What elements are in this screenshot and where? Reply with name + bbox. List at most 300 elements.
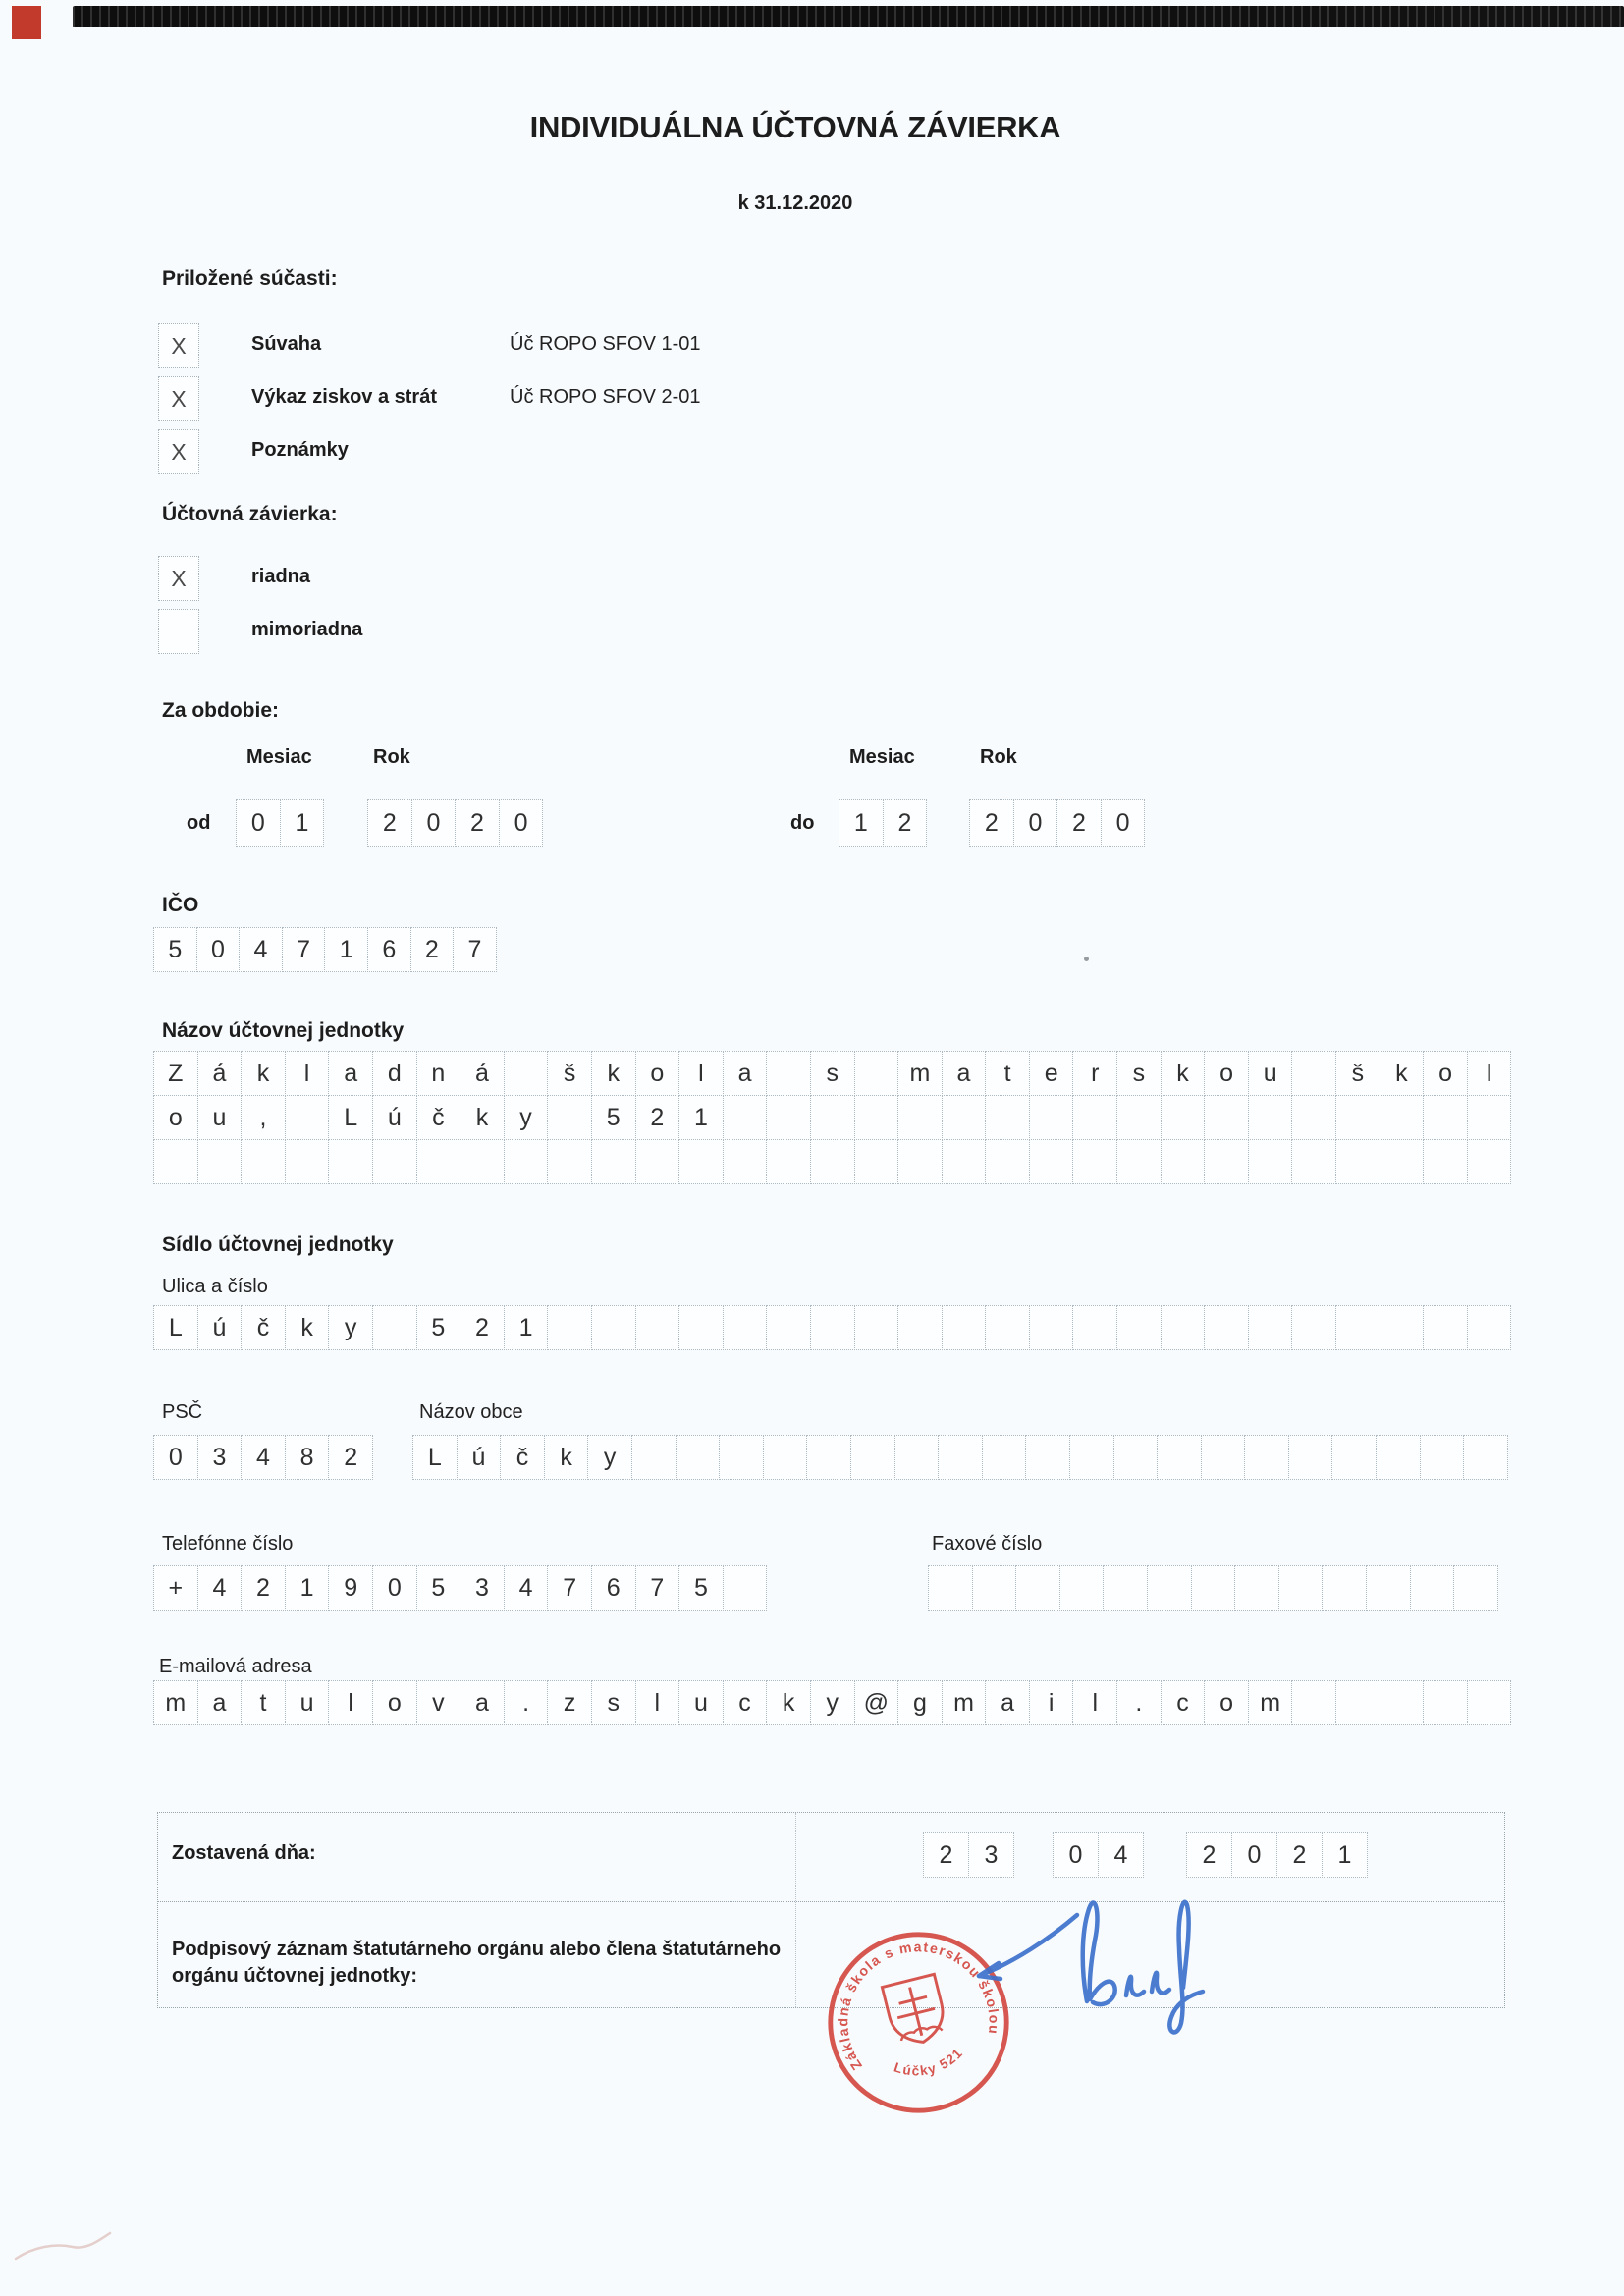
grid-cell: 7 [635, 1565, 680, 1611]
attachment-label-vykaz: Výkaz ziskov a strát [251, 386, 437, 408]
grid-cell: 0 [372, 1565, 417, 1611]
grid-cell [547, 1139, 592, 1184]
grid-cell [1291, 1051, 1336, 1096]
grid-cell: u [678, 1680, 724, 1725]
grid-cell: 2 [1186, 1832, 1232, 1878]
grid-cell [678, 1139, 724, 1184]
entity-name-grid-row3 [153, 1139, 1511, 1184]
grid-cell [938, 1435, 983, 1480]
city-label: Názov obce [419, 1401, 523, 1423]
grid-cell [1248, 1095, 1293, 1140]
period-to-year-grid [969, 799, 1145, 847]
grid-cell: k [241, 1051, 286, 1096]
ico-grid [153, 927, 497, 972]
grid-cell: 4 [1098, 1832, 1144, 1878]
grid-cell: 3 [968, 1832, 1014, 1878]
grid-cell [942, 1305, 987, 1350]
grid-cell: L [153, 1305, 198, 1350]
grid-cell [1204, 1139, 1249, 1184]
grid-cell [1116, 1305, 1162, 1350]
period-from-label: od [187, 812, 211, 834]
grid-cell [723, 1139, 768, 1184]
checkbox-suvaha [158, 323, 199, 368]
grid-cell: l [635, 1680, 680, 1725]
grid-cell [1410, 1565, 1455, 1611]
grid-cell [982, 1435, 1027, 1480]
grid-cell [1116, 1095, 1162, 1140]
grid-cell [1423, 1095, 1468, 1140]
grid-cell: + [153, 1565, 198, 1611]
grid-cell: e [1029, 1051, 1074, 1096]
period-from-year-grid [367, 799, 543, 847]
scan-speck-dot [1084, 957, 1089, 961]
grid-cell: 4 [504, 1565, 549, 1611]
grid-cell: g [897, 1680, 943, 1725]
grid-cell [806, 1435, 851, 1480]
grid-cell [1103, 1565, 1148, 1611]
grid-cell [678, 1305, 724, 1350]
grid-cell [942, 1095, 987, 1140]
stamp-ring-text: Základná škola s materskou školou [835, 1939, 1002, 2074]
grid-cell: , [241, 1095, 286, 1140]
grid-cell: 0 [499, 799, 544, 847]
grid-cell [1015, 1565, 1060, 1611]
grid-cell: m [942, 1680, 987, 1725]
grid-cell [1291, 1680, 1336, 1725]
grid-cell [854, 1139, 899, 1184]
grid-cell: u [285, 1680, 330, 1725]
grid-cell [1380, 1305, 1425, 1350]
period-month-label-to: Mesiac [849, 746, 915, 768]
grid-cell: 1 [839, 799, 884, 847]
grid-cell: 2 [969, 799, 1014, 847]
grid-cell [854, 1051, 899, 1096]
grid-cell [1467, 1139, 1512, 1184]
checkbox-mimoriadna [158, 609, 199, 654]
checkbox-riadna [158, 556, 199, 601]
grid-cell [1380, 1139, 1425, 1184]
grid-cell [416, 1139, 461, 1184]
grid-cell: 0 [1053, 1832, 1099, 1878]
grid-cell [897, 1139, 943, 1184]
grid-cell [1161, 1139, 1206, 1184]
grid-cell [1423, 1139, 1468, 1184]
grid-cell [372, 1139, 417, 1184]
grid-cell [1113, 1435, 1159, 1480]
grid-cell: 1 [280, 799, 325, 847]
grid-cell: y [587, 1435, 632, 1480]
period-from-month-grid [236, 799, 324, 847]
grid-cell: 5 [153, 927, 197, 972]
grid-cell [1072, 1139, 1117, 1184]
grid-cell [1423, 1305, 1468, 1350]
grid-cell: 2 [460, 1305, 505, 1350]
scan-artifact-red-mark [12, 6, 41, 39]
grid-cell [1291, 1095, 1336, 1140]
grid-cell: 5 [416, 1565, 461, 1611]
grid-cell [1322, 1565, 1367, 1611]
grid-cell: k [1380, 1051, 1425, 1096]
grid-cell: 5 [591, 1095, 636, 1140]
checkbox-mark: X [171, 332, 187, 358]
grid-cell [635, 1139, 680, 1184]
grid-cell: c [723, 1680, 768, 1725]
grid-cell: 7 [282, 927, 326, 972]
grid-cell [1161, 1305, 1206, 1350]
grid-cell [591, 1139, 636, 1184]
grid-cell [1380, 1680, 1425, 1725]
grid-cell [1376, 1435, 1421, 1480]
grid-cell [766, 1305, 811, 1350]
grid-cell: 4 [197, 1565, 243, 1611]
compiled-year-grid [1186, 1832, 1368, 1878]
grid-cell: v [416, 1680, 461, 1725]
grid-cell: š [1335, 1051, 1380, 1096]
grid-cell: č [416, 1095, 461, 1140]
grid-cell [1201, 1435, 1246, 1480]
entity-name-label: Názov účtovnej jednotky [162, 1019, 405, 1042]
grid-cell [1248, 1139, 1293, 1184]
attachment-form-code-2: Úč ROPO SFOV 2-01 [510, 386, 701, 408]
grid-cell [1467, 1095, 1512, 1140]
grid-cell: 4 [239, 927, 283, 972]
grid-cell: L [328, 1095, 373, 1140]
grid-cell [1335, 1305, 1380, 1350]
grid-cell: 2 [455, 799, 500, 847]
grid-cell [810, 1305, 855, 1350]
grid-cell [1366, 1565, 1411, 1611]
grid-cell: k [285, 1305, 330, 1350]
phone-grid [153, 1565, 767, 1611]
grid-cell [1291, 1139, 1336, 1184]
grid-cell: 2 [635, 1095, 680, 1140]
stamp-hills [899, 2023, 942, 2041]
grid-cell [766, 1051, 811, 1096]
grid-cell: o [153, 1095, 198, 1140]
grid-cell [1244, 1435, 1289, 1480]
grid-cell: 1 [504, 1305, 549, 1350]
checkbox-vykaz [158, 376, 199, 421]
grid-cell [1147, 1565, 1192, 1611]
grid-cell [591, 1305, 636, 1350]
grid-cell [197, 1139, 243, 1184]
pencil-mark [12, 2212, 159, 2280]
grid-cell: y [504, 1095, 549, 1140]
grid-cell: i [1029, 1680, 1074, 1725]
grid-cell: 0 [196, 927, 241, 972]
grid-cell [894, 1435, 940, 1480]
grid-cell [1029, 1139, 1074, 1184]
grid-cell: ú [197, 1305, 243, 1350]
grid-cell [1453, 1565, 1498, 1611]
grid-cell: m [153, 1680, 198, 1725]
email-label: E-mailová adresa [159, 1656, 312, 1677]
period-month-label-from: Mesiac [246, 746, 312, 768]
grid-cell: s [591, 1680, 636, 1725]
grid-cell: o [1423, 1051, 1468, 1096]
grid-cell: u [197, 1095, 243, 1140]
grid-cell: á [197, 1051, 243, 1096]
grid-cell [547, 1095, 592, 1140]
grid-cell: 6 [591, 1565, 636, 1611]
grid-cell: 8 [285, 1435, 330, 1480]
grid-cell: m [1248, 1680, 1293, 1725]
grid-cell [676, 1435, 721, 1480]
grid-cell [1467, 1680, 1512, 1725]
grid-cell [1116, 1139, 1162, 1184]
grid-cell: 0 [1231, 1832, 1277, 1878]
attachments-heading: Priložené súčasti: [162, 267, 338, 290]
grid-cell [766, 1095, 811, 1140]
attachment-form-code-1: Úč ROPO SFOV 1-01 [510, 333, 701, 355]
grid-cell [972, 1565, 1017, 1611]
fax-grid [928, 1565, 1498, 1611]
grid-cell [854, 1095, 899, 1140]
grid-cell [985, 1139, 1030, 1184]
svg-text:Lúčky 521 [890, 2044, 969, 2086]
grid-cell: 2 [410, 927, 455, 972]
grid-cell: 2 [883, 799, 928, 847]
grid-cell: . [1116, 1680, 1162, 1725]
city-grid [412, 1435, 1508, 1480]
grid-cell [460, 1139, 505, 1184]
ico-label: IČO [162, 894, 199, 916]
grid-cell: l [1072, 1680, 1117, 1725]
grid-cell: 2 [241, 1565, 286, 1611]
period-to-label: do [790, 812, 815, 834]
grid-cell [1335, 1680, 1380, 1725]
grid-cell: u [1248, 1051, 1293, 1096]
grid-cell [504, 1139, 549, 1184]
grid-cell: č [500, 1435, 545, 1480]
grid-cell [723, 1305, 768, 1350]
entity-name-grid-row2 [153, 1095, 1511, 1140]
grid-cell [1291, 1305, 1336, 1350]
email-grid [153, 1680, 1511, 1725]
period-year-label-from: Rok [373, 746, 410, 768]
grid-cell: a [723, 1051, 768, 1096]
period-to-month-grid [839, 799, 927, 847]
grid-cell [942, 1139, 987, 1184]
grid-cell: 1 [678, 1095, 724, 1140]
grid-cell [1463, 1435, 1508, 1480]
grid-cell: 4 [241, 1435, 286, 1480]
grid-cell [504, 1051, 549, 1096]
grid-cell: m [897, 1051, 943, 1096]
grid-cell [1204, 1095, 1249, 1140]
grid-cell: 3 [197, 1435, 243, 1480]
grid-cell: c [1161, 1680, 1206, 1725]
grid-cell: l [328, 1680, 373, 1725]
grid-cell [547, 1305, 592, 1350]
grid-cell [1204, 1305, 1249, 1350]
grid-cell: á [460, 1051, 505, 1096]
compiled-month-grid [1053, 1832, 1144, 1878]
signature-label: Podpisový záznam štatutárneho orgánu alebo člena štatutárneho orgánu účtovnej jednotky: [172, 1939, 782, 1987]
grid-cell: d [372, 1051, 417, 1096]
grid-cell: a [942, 1051, 987, 1096]
grid-cell [1157, 1435, 1202, 1480]
grid-cell: 3 [460, 1565, 505, 1611]
footer-table-row-divider [158, 1901, 1504, 1902]
grid-cell: @ [854, 1680, 899, 1725]
phone-label: Telefónne číslo [162, 1533, 294, 1555]
grid-cell: 7 [547, 1565, 592, 1611]
grid-cell [153, 1139, 198, 1184]
grid-cell [631, 1435, 677, 1480]
grid-cell: k [766, 1680, 811, 1725]
grid-cell [1072, 1095, 1117, 1140]
grid-cell: s [1116, 1051, 1162, 1096]
grid-cell: y [328, 1305, 373, 1350]
grid-cell: l [1467, 1051, 1512, 1096]
grid-cell [1248, 1305, 1293, 1350]
grid-cell [985, 1095, 1030, 1140]
attachment-label-suvaha: Súvaha [251, 333, 322, 355]
grid-cell [1029, 1095, 1074, 1140]
grid-cell: 2 [328, 1435, 373, 1480]
grid-cell: 5 [678, 1565, 724, 1611]
compiled-date-label: Zostavená dňa: [172, 1842, 316, 1864]
grid-cell [328, 1139, 373, 1184]
checkbox-poznamky [158, 429, 199, 474]
grid-cell [1029, 1305, 1074, 1350]
checkbox-mark: X [171, 385, 187, 411]
grid-cell [723, 1095, 768, 1140]
grid-cell: 0 [411, 799, 457, 847]
stamp-bottom-text: Lúčky 521 [892, 2045, 966, 2079]
grid-cell: 0 [1101, 799, 1146, 847]
street-label: Ulica a číslo [162, 1276, 268, 1297]
grid-cell [1025, 1435, 1070, 1480]
grid-cell: 1 [324, 927, 368, 972]
grid-cell: 0 [153, 1435, 198, 1480]
period-heading: Za obdobie: [162, 699, 279, 722]
grid-cell [719, 1435, 764, 1480]
compiled-day-grid [923, 1832, 1014, 1878]
grid-cell [1467, 1305, 1512, 1350]
grid-cell [285, 1095, 330, 1140]
grid-cell [1380, 1095, 1425, 1140]
grid-cell: o [1204, 1051, 1249, 1096]
grid-cell: o [1204, 1680, 1249, 1725]
grid-cell: n [416, 1051, 461, 1096]
grid-cell: z [547, 1680, 592, 1725]
grid-cell: a [985, 1680, 1030, 1725]
grid-cell [1420, 1435, 1465, 1480]
closing-label-riadna: riadna [251, 566, 311, 587]
grid-cell: 7 [453, 927, 497, 972]
grid-cell [1335, 1139, 1380, 1184]
grid-cell: o [635, 1051, 680, 1096]
grid-cell: 0 [236, 799, 281, 847]
grid-cell: y [810, 1680, 855, 1725]
grid-cell: l [285, 1051, 330, 1096]
grid-cell [1161, 1095, 1206, 1140]
grid-cell [810, 1139, 855, 1184]
grid-cell: k [544, 1435, 589, 1480]
grid-cell: 9 [328, 1565, 373, 1611]
fax-label: Faxové číslo [932, 1533, 1043, 1555]
grid-cell [1278, 1565, 1324, 1611]
grid-cell: 2 [923, 1832, 969, 1878]
grid-cell [1072, 1305, 1117, 1350]
grid-cell [372, 1305, 417, 1350]
grid-cell: 1 [285, 1565, 330, 1611]
office-heading: Sídlo účtovnej jednotky [162, 1233, 394, 1256]
grid-cell: 2 [1276, 1832, 1323, 1878]
grid-cell: a [328, 1051, 373, 1096]
zip-grid [153, 1435, 373, 1480]
closing-label-mimoriadna: mimoriadna [251, 619, 363, 640]
grid-cell: ú [457, 1435, 502, 1480]
grid-cell [1423, 1680, 1468, 1725]
grid-cell: 1 [1322, 1832, 1368, 1878]
zip-label: PSČ [162, 1401, 203, 1423]
grid-cell: k [460, 1095, 505, 1140]
grid-cell [723, 1565, 768, 1611]
grid-cell: 0 [1013, 799, 1058, 847]
grid-cell: . [504, 1680, 549, 1725]
grid-cell: a [460, 1680, 505, 1725]
as-of-date: k 31.12.2020 [737, 192, 853, 214]
period-year-label-to: Rok [980, 746, 1017, 768]
grid-cell [1335, 1095, 1380, 1140]
grid-cell: Z [153, 1051, 198, 1096]
grid-cell [810, 1095, 855, 1140]
grid-cell [897, 1305, 943, 1350]
page-title: INDIVIDUÁLNA ÚČTOVNÁ ZÁVIERKA [529, 110, 1061, 144]
grid-cell [1069, 1435, 1114, 1480]
grid-cell: L [412, 1435, 458, 1480]
grid-cell [928, 1565, 973, 1611]
grid-cell [1331, 1435, 1377, 1480]
grid-cell [854, 1305, 899, 1350]
street-grid [153, 1305, 1511, 1350]
grid-cell [1059, 1565, 1105, 1611]
grid-cell [766, 1139, 811, 1184]
grid-cell: 5 [416, 1305, 461, 1350]
grid-cell [285, 1139, 330, 1184]
grid-cell: š [547, 1051, 592, 1096]
grid-cell: t [985, 1051, 1030, 1096]
checkbox-mark: X [171, 438, 187, 465]
grid-cell: a [197, 1680, 243, 1725]
grid-cell: 6 [367, 927, 411, 972]
grid-cell: k [1161, 1051, 1206, 1096]
grid-cell [635, 1305, 680, 1350]
grid-cell: č [241, 1305, 286, 1350]
grid-cell [897, 1095, 943, 1140]
grid-cell: k [591, 1051, 636, 1096]
grid-cell: s [810, 1051, 855, 1096]
grid-cell [1288, 1435, 1333, 1480]
checkbox-mark: X [171, 565, 187, 591]
grid-cell [1234, 1565, 1279, 1611]
grid-cell: t [241, 1680, 286, 1725]
closing-heading: Účtovná závierka: [162, 503, 338, 525]
grid-cell [763, 1435, 808, 1480]
grid-cell: l [678, 1051, 724, 1096]
grid-cell: 2 [367, 799, 412, 847]
grid-cell [850, 1435, 895, 1480]
grid-cell [241, 1139, 286, 1184]
grid-cell: ú [372, 1095, 417, 1140]
grid-cell: o [372, 1680, 417, 1725]
attachment-label-poznamky: Poznámky [251, 439, 349, 461]
grid-cell [1191, 1565, 1236, 1611]
grid-cell: 2 [1056, 799, 1102, 847]
